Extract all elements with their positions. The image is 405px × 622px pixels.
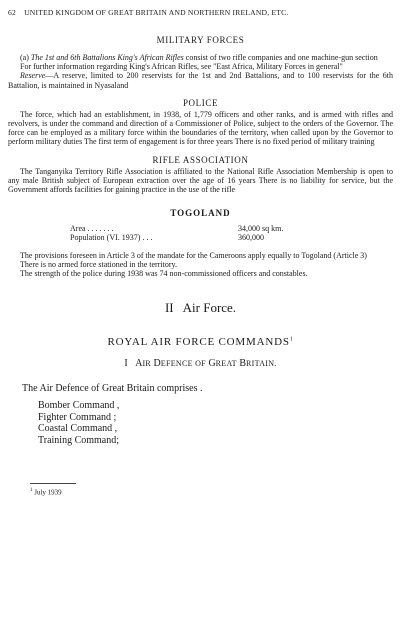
population-row: [70, 233, 393, 242]
population-value: 360,000: [238, 233, 264, 243]
footnote-marker: 1: [30, 487, 33, 493]
military-forces-heading: MILITARY FORCES: [156, 35, 245, 45]
military-forces-paragraph-1: (a) The 1st and 6th Battalions King's African Rifles consist of two rifle companies and one machine-gun section: [20, 53, 378, 62]
raf-commands-heading: ROYAL AIR FORCE COMMANDS$^1$: [107, 336, 294, 349]
military-forces-paragraph-3: Reserve—A reserve, limited to 200 reservists for the 1st and 2nd Battalions, and to 100 reservists for the 6th Battalion, is maintained in Nyasaland: [8, 71, 393, 90]
raf-footnote-marker: 1: [289, 336, 294, 343]
togoland-heading: TOGOLAND: [170, 208, 231, 219]
running-header: [8, 8, 393, 17]
list-item: Training Command;: [38, 435, 120, 447]
air-defence-comprises: The Air Defence of Great Britain comprises .: [22, 383, 203, 395]
area-label: Area . . . . . . .: [70, 224, 114, 234]
police-paragraph: The force, which had an establishment, in 1938, of 1,779 officers and other ranks, and is armed with rifles and revolvers, is under the command and direction of a Commissioner of Police, subject to the orders of the Governor. The force can be employed as a military force within the boundaries of the territory, when called upon by the Governor to perform military duties The first term of engagement is for three years There is no fixed period of military training: [8, 109, 393, 147]
area-row: [70, 224, 393, 233]
list-item: Coastal Command ,: [38, 423, 118, 435]
footnote: [30, 488, 393, 496]
list-item: Fighter Command ;: [38, 411, 117, 423]
rifle-association-paragraph: The Tanganyika Territory Rifle Association is affiliated to the National Rifle Association Membership is open to any male British subject of European extraction over the age of 16 years There is no liability for service, but the Government affords facilities for gaining practice in the use of the rifle: [8, 166, 393, 195]
air-defence-subheading: I AIR DEFENCE OF GREAT BRITAIN.: [124, 358, 277, 370]
togoland-paragraph-2: There is no armed force stationed in the territory.: [20, 259, 177, 269]
footnote-text: July 1939: [34, 487, 62, 496]
running-title: UNITED KINGDOM OF GREAT BRITAIN AND NORTHERN IRELAND, ETC.: [24, 8, 289, 17]
rifle-association-heading: RIFLE ASSOCIATION: [152, 154, 249, 165]
area-value: 34,000 sq km.: [238, 224, 284, 234]
list-item: Bomber Command ,: [38, 400, 120, 412]
page-number: 62: [8, 8, 16, 17]
military-forces-paragraph-2: For further information regarding King's African Rifles, see "East Africa, Military Forces in general": [20, 62, 343, 72]
togoland-paragraph-3: The strength of the police during 1938 was 74 non-commissioned officers and constables.: [20, 269, 308, 279]
battalions-italic: The 1st and 6th Battalions King's African Rifles: [30, 53, 184, 62]
togoland-stats: [70, 224, 393, 242]
togoland-paragraph-1: The provisions foreseen in Article 3 of the mandate for the Cameroons apply equally to Togoland (Article 3): [20, 250, 367, 260]
police-heading: POLICE: [182, 97, 219, 108]
commands-list: [38, 400, 393, 446]
air-force-heading: II Air Force.: [164, 300, 237, 316]
population-label: Population (VI. 1937) . . .: [70, 233, 153, 243]
reserve-italic: Reserve: [20, 71, 46, 81]
footnote-rule: [30, 483, 76, 484]
